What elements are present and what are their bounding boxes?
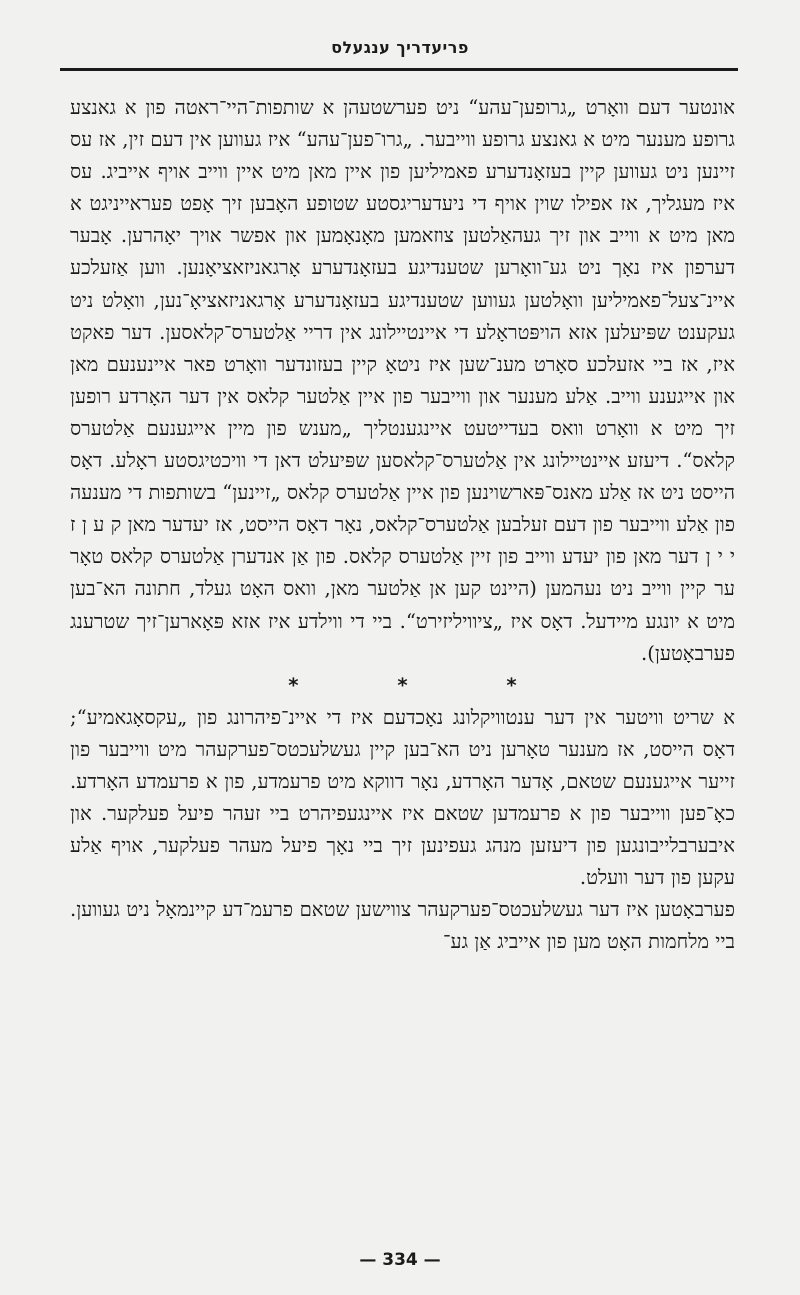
- paragraph-3: פערבאָטען איז דער געשלעכטס־פערקעהר צווישען שטאם פרעמ־דע קיינמאָל ניט געווען. ביי מלחמות האָט מען פון אייביג אַן גע־: [70, 898, 735, 954]
- running-header: פריעדריך ענגעלס: [331, 38, 469, 57]
- paragraph-2: א שריט וויטער אין דער ענטוויקלונג נאָכדעם איז די איינ־פיהרונג פון „עקסאָגאמיע“; דאָס הייסט, אז מענער טאָרען ניט הא־בען קיין געשלעכטס־פערקעהר מיט ווייבער פון זייער אייגענעם שטאם, אָדער האָרדע, נאָר דווקא מיט פרעמדע, פון א פרעמדע האָרדע. כאָ־פען ווייבער פון א פרעמדען שטאם איז איינגעפיהרט ביי זעהר פיעל פעלקער. און איבערבלייבונגען פון דיעזען מנהג געפינען זיך ביי נאָך פיעל מעהר פעלקער, אויף אַלע עקען פון דער וועלט.: [70, 705, 735, 890]
- page-number: — 334 —: [359, 1250, 441, 1270]
- section-separator: * * *: [288, 673, 563, 697]
- body-text: [70, 92, 735, 959]
- header-rule: [60, 68, 738, 71]
- paragraph-1: אונטער דעם וואָרט „גרופען־עהע“ ניט פערשטעהן א שותפות־היי־ראטה פון א גאנצע גרופע מענער מיט א גאנצע גרופע ווייבער. „גרו־פען־עהע“ איז געווען אין דעם זין, אז עס זיינען ניט געווען קיין בעזאָנדערע פאמיליען פון איין מאן מיט איין ווייב אויף אייביג. עס איז מעגליך, אז אפילו שוין אויף די ניעדעריגסטע שטופע האָבען זיך אָפט פעראייניגט א מאן מיט א ווייב און זיך געהאַלטען צוזאמען מאָנאָמען און אפשר אויך יאָהרען. אָבער דערפון איז נאָך ניט גע־וואָרען שטענדיגע בעזאָנדערע אָרגאניזאציאָנען. ווען אַזעלכע איינ־צעל־פאמיליען וואָלטען געווען שטענדיגע בעזאָנדערע אָרגאניזאציאָ־נען, וואָלט ניט געקענט שפּיעלען אזא הויפּטראָלע די איינטיילונג אין דריי אַלטערס־קלאסען. דער פאקט איז, אז ביי אזעלכע סאָרט מענ־שען איז ניטאָ קיין בעזונדער וואָרט פאר איינענעם מאן און אייגענע ווייב. אַלע מענער און ווייבער פון איין אַלטער קלאס אין דער האָרדע רופען זיך מיט א וואָרט וואס בעדייטעט איינגענטליך „מענש פון מיין אייגענעם אַלטערס קלאס“. דיעזע איינטיילונג אין אַלטערס־קלאסען שפּיעלט דאן די וויכטיגסטע ראָלע. דאָס הייסט ניט אז אַלע מאנס־פּארשוינען פון איין אַלטערס קלאס „זיינען“ בשותפות די מענעה פון אַלע ווייבער פון דעם זעלבען אַלטערס־קלאס, נאָר דאָס הייסט, אז יעדער מאן ק ע ן ז י י ן דער מאן פון יעדע ווייב פון זיין אַלטערס קלאס. פון אַן אנדערן אַלטערס קלאס טאָר ער קיין ווייב ניט נעהמען (היינט קען אן אַלטער מאן, וואס האָט געלד, חתונה הא־בען מיט א יונגע מיידעל. דאָס איז „ציוויליזירט“. ביי די ווילדע איז אזא פּאָארען־זיך שטרענג פערבאָטען).: [70, 96, 735, 665]
